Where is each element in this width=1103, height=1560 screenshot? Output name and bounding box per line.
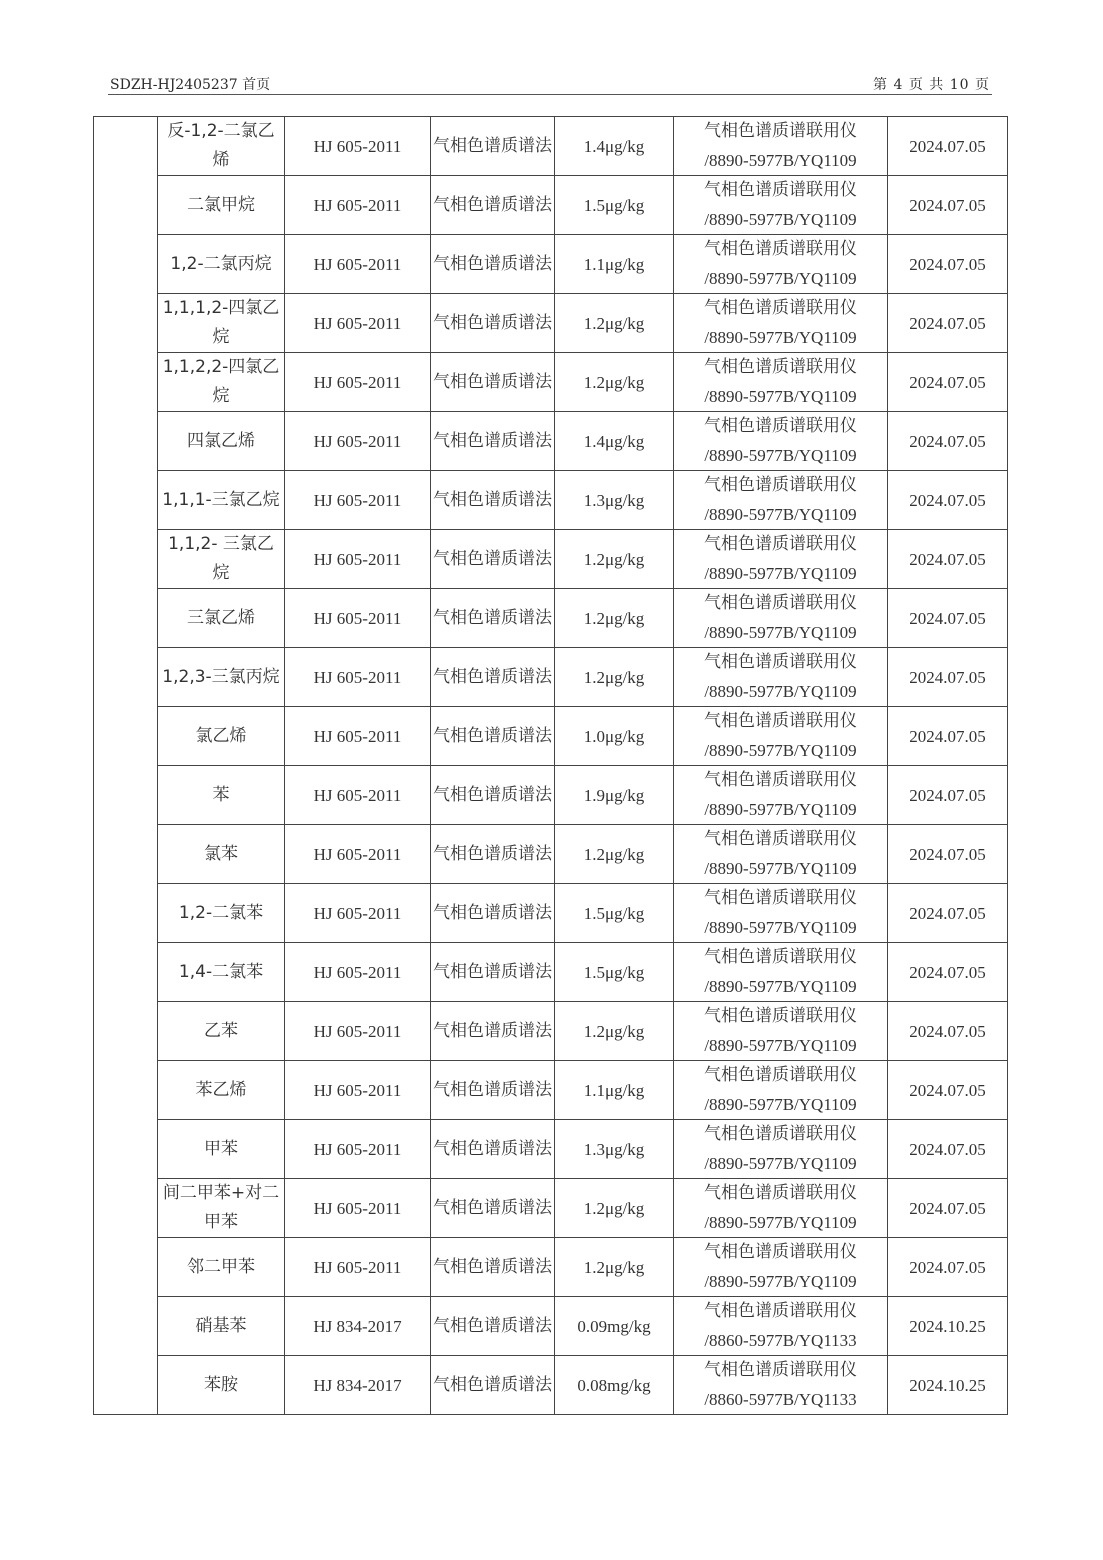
method-name: 气相色谱质谱法 [431, 707, 555, 766]
method-name: 气相色谱质谱法 [431, 943, 555, 1002]
analyte-name: 1,1,1-三氯乙烷 [158, 471, 285, 530]
analysis-date: 2024.07.05 [888, 117, 1008, 176]
instrument-name: 气相色谱质谱联用仪 [704, 829, 857, 849]
detection-limit: 1.5μg/kg [555, 943, 674, 1002]
category-cell [94, 117, 158, 1415]
instrument-cell [674, 884, 888, 943]
instrument-cell [674, 412, 888, 471]
detection-limit: 1.2μg/kg [555, 1002, 674, 1061]
analysis-date: 2024.07.05 [888, 648, 1008, 707]
table-row [94, 943, 1008, 1002]
method-name: 气相色谱质谱法 [431, 530, 555, 589]
standard-code: HJ 605-2011 [285, 1120, 431, 1179]
instrument-model: /8890-5977B/YQ1109 [704, 1154, 857, 1173]
instrument-cell [674, 235, 888, 294]
instrument-cell [674, 943, 888, 1002]
analyte-name: 三氯乙烯 [158, 589, 285, 648]
standard-code: HJ 605-2011 [285, 412, 431, 471]
table-body [94, 117, 1008, 1415]
analyte-name: 苯 [158, 766, 285, 825]
analyte-name: 苯乙烯 [158, 1061, 285, 1120]
analyte-name: 1,1,2- 三氯乙烷 [158, 530, 285, 589]
instrument-model: /8890-5977B/YQ1109 [704, 269, 857, 288]
analyte-name: 1,1,2,2-四氯乙烷 [158, 353, 285, 412]
instrument-model: /8890-5977B/YQ1109 [704, 1213, 857, 1232]
detection-limit: 1.5μg/kg [555, 176, 674, 235]
method-name: 气相色谱质谱法 [431, 1356, 555, 1415]
detection-limit: 0.08mg/kg [555, 1356, 674, 1415]
table-row [94, 1179, 1008, 1238]
standard-code: HJ 605-2011 [285, 707, 431, 766]
analyte-name: 1,2-二氯苯 [158, 884, 285, 943]
instrument-cell [674, 1120, 888, 1179]
instrument-name: 气相色谱质谱联用仪 [704, 711, 857, 731]
table-row [94, 353, 1008, 412]
detection-limit: 1.2μg/kg [555, 648, 674, 707]
analyte-name: 邻二甲苯 [158, 1238, 285, 1297]
method-name: 气相色谱质谱法 [431, 1002, 555, 1061]
instrument-cell [674, 1297, 888, 1356]
table-row [94, 176, 1008, 235]
table-row [94, 1356, 1008, 1415]
page-number: 第 4 页 共 10 页 [873, 77, 990, 93]
instrument-cell [674, 1061, 888, 1120]
instrument-name: 气相色谱质谱联用仪 [704, 357, 857, 377]
analyte-name: 甲苯 [158, 1120, 285, 1179]
instrument-cell [674, 1179, 888, 1238]
method-name: 气相色谱质谱法 [431, 412, 555, 471]
method-name: 气相色谱质谱法 [431, 1061, 555, 1120]
instrument-model: /8890-5977B/YQ1109 [704, 859, 857, 878]
instrument-name: 气相色谱质谱联用仪 [704, 534, 857, 554]
instrument-name: 气相色谱质谱联用仪 [704, 652, 857, 672]
standard-code: HJ 605-2011 [285, 176, 431, 235]
detection-limit: 1.2μg/kg [555, 530, 674, 589]
analysis-date: 2024.07.05 [888, 294, 1008, 353]
standard-code: HJ 605-2011 [285, 471, 431, 530]
instrument-name: 气相色谱质谱联用仪 [704, 1065, 857, 1085]
instrument-name: 气相色谱质谱联用仪 [704, 298, 857, 318]
standard-code: HJ 605-2011 [285, 884, 431, 943]
method-name: 气相色谱质谱法 [431, 825, 555, 884]
instrument-name: 气相色谱质谱联用仪 [704, 1360, 857, 1380]
instrument-cell [674, 648, 888, 707]
table-row [94, 766, 1008, 825]
standard-code: HJ 605-2011 [285, 1179, 431, 1238]
instrument-model: /8890-5977B/YQ1109 [704, 446, 857, 465]
detection-limit: 0.09mg/kg [555, 1297, 674, 1356]
analyte-name: 反-1,2-二氯乙烯 [158, 117, 285, 176]
analysis-date: 2024.07.05 [888, 235, 1008, 294]
detection-limit: 1.3μg/kg [555, 1120, 674, 1179]
standard-code: HJ 605-2011 [285, 943, 431, 1002]
detection-limit: 1.5μg/kg [555, 884, 674, 943]
instrument-model: /8890-5977B/YQ1109 [704, 623, 857, 642]
method-name: 气相色谱质谱法 [431, 884, 555, 943]
standard-code: HJ 605-2011 [285, 1002, 431, 1061]
instrument-cell [674, 707, 888, 766]
analysis-date: 2024.07.05 [888, 707, 1008, 766]
instrument-name: 气相色谱质谱联用仪 [704, 1124, 857, 1144]
table-row [94, 1297, 1008, 1356]
analysis-date: 2024.07.05 [888, 176, 1008, 235]
table-row [94, 294, 1008, 353]
instrument-cell [674, 1238, 888, 1297]
detection-limit: 1.4μg/kg [555, 412, 674, 471]
detection-limit: 1.2μg/kg [555, 294, 674, 353]
instrument-name: 气相色谱质谱联用仪 [704, 1006, 857, 1026]
analysis-date: 2024.07.05 [888, 1002, 1008, 1061]
method-name: 气相色谱质谱法 [431, 766, 555, 825]
detection-limit: 1.9μg/kg [555, 766, 674, 825]
analyte-name: 1,2-二氯丙烷 [158, 235, 285, 294]
instrument-name: 气相色谱质谱联用仪 [704, 475, 857, 495]
instrument-cell [674, 825, 888, 884]
analysis-date: 2024.10.25 [888, 1356, 1008, 1415]
standard-code: HJ 605-2011 [285, 294, 431, 353]
instrument-cell [674, 471, 888, 530]
instrument-model: /8890-5977B/YQ1109 [704, 1272, 857, 1291]
analysis-date: 2024.07.05 [888, 589, 1008, 648]
standard-code: HJ 605-2011 [285, 1061, 431, 1120]
method-name: 气相色谱质谱法 [431, 1179, 555, 1238]
detection-limit: 1.2μg/kg [555, 1238, 674, 1297]
instrument-model: /8890-5977B/YQ1109 [704, 1036, 857, 1055]
analyte-name: 二氯甲烷 [158, 176, 285, 235]
method-name: 气相色谱质谱法 [431, 353, 555, 412]
instrument-model: /8890-5977B/YQ1109 [704, 918, 857, 937]
instrument-name: 气相色谱质谱联用仪 [704, 121, 857, 141]
method-name: 气相色谱质谱法 [431, 648, 555, 707]
standard-code: HJ 605-2011 [285, 1238, 431, 1297]
analysis-date: 2024.07.05 [888, 530, 1008, 589]
instrument-model: /8860-5977B/YQ1133 [704, 1390, 857, 1409]
standard-code: HJ 605-2011 [285, 648, 431, 707]
instrument-name: 气相色谱质谱联用仪 [704, 1301, 857, 1321]
instrument-name: 气相色谱质谱联用仪 [704, 416, 857, 436]
instrument-name: 气相色谱质谱联用仪 [704, 1242, 857, 1262]
instrument-name: 气相色谱质谱联用仪 [704, 593, 857, 613]
detection-limit: 1.0μg/kg [555, 707, 674, 766]
table-row [94, 412, 1008, 471]
detection-limit: 1.1μg/kg [555, 1061, 674, 1120]
analysis-date: 2024.07.05 [888, 766, 1008, 825]
standard-code: HJ 605-2011 [285, 530, 431, 589]
instrument-model: /8860-5977B/YQ1133 [704, 1331, 857, 1350]
table-row [94, 1002, 1008, 1061]
analyte-name: 间二甲苯+对二甲苯 [158, 1179, 285, 1238]
instrument-cell [674, 589, 888, 648]
table-row [94, 648, 1008, 707]
analysis-date: 2024.07.05 [888, 1179, 1008, 1238]
instrument-model: /8890-5977B/YQ1109 [704, 977, 857, 996]
method-name: 气相色谱质谱法 [431, 1297, 555, 1356]
instrument-name: 气相色谱质谱联用仪 [704, 947, 857, 967]
instrument-name: 气相色谱质谱联用仪 [704, 239, 857, 259]
detection-limit: 1.2μg/kg [555, 825, 674, 884]
instrument-model: /8890-5977B/YQ1109 [704, 328, 857, 347]
method-name: 气相色谱质谱法 [431, 589, 555, 648]
table-row [94, 530, 1008, 589]
analysis-date: 2024.07.05 [888, 1120, 1008, 1179]
standard-code: HJ 605-2011 [285, 353, 431, 412]
page-header [108, 72, 992, 95]
instrument-cell [674, 1356, 888, 1415]
analysis-date: 2024.07.05 [888, 412, 1008, 471]
table-row [94, 1120, 1008, 1179]
standard-code: HJ 834-2017 [285, 1356, 431, 1415]
instrument-name: 气相色谱质谱联用仪 [704, 180, 857, 200]
standard-code: HJ 605-2011 [285, 117, 431, 176]
instrument-model: /8890-5977B/YQ1109 [704, 682, 857, 701]
instrument-name: 气相色谱质谱联用仪 [704, 1183, 857, 1203]
analysis-date: 2024.10.25 [888, 1297, 1008, 1356]
analyte-name: 1,2,3-三氯丙烷 [158, 648, 285, 707]
standard-code: HJ 605-2011 [285, 825, 431, 884]
analysis-date: 2024.07.05 [888, 471, 1008, 530]
standard-code: HJ 605-2011 [285, 766, 431, 825]
instrument-cell [674, 294, 888, 353]
method-name: 气相色谱质谱法 [431, 1238, 555, 1297]
analysis-date: 2024.07.05 [888, 353, 1008, 412]
instrument-cell [674, 353, 888, 412]
method-name: 气相色谱质谱法 [431, 1120, 555, 1179]
table-row [94, 589, 1008, 648]
analyte-name: 氯乙烯 [158, 707, 285, 766]
table-row [94, 235, 1008, 294]
detection-limit: 1.2μg/kg [555, 589, 674, 648]
detection-limit: 1.1μg/kg [555, 235, 674, 294]
analyte-name: 氯苯 [158, 825, 285, 884]
instrument-model: /8890-5977B/YQ1109 [704, 564, 857, 583]
analyte-name: 1,1,1,2-四氯乙烷 [158, 294, 285, 353]
table-row [94, 825, 1008, 884]
instrument-model: /8890-5977B/YQ1109 [704, 387, 857, 406]
analysis-date: 2024.07.05 [888, 825, 1008, 884]
analysis-date: 2024.07.05 [888, 884, 1008, 943]
analyte-name: 四氯乙烯 [158, 412, 285, 471]
analysis-date: 2024.07.05 [888, 1061, 1008, 1120]
instrument-cell [674, 530, 888, 589]
table-row [94, 117, 1008, 176]
detection-limit: 1.4μg/kg [555, 117, 674, 176]
instrument-model: /8890-5977B/YQ1109 [704, 210, 857, 229]
method-name: 气相色谱质谱法 [431, 471, 555, 530]
analysis-date: 2024.07.05 [888, 1238, 1008, 1297]
detection-methods-table [93, 116, 1008, 1415]
standard-code: HJ 834-2017 [285, 1297, 431, 1356]
method-name: 气相色谱质谱法 [431, 294, 555, 353]
instrument-cell [674, 176, 888, 235]
detection-limit: 1.3μg/kg [555, 471, 674, 530]
table-row [94, 884, 1008, 943]
table-row [94, 471, 1008, 530]
instrument-name: 气相色谱质谱联用仪 [704, 770, 857, 790]
table-row [94, 1061, 1008, 1120]
standard-code: HJ 605-2011 [285, 589, 431, 648]
analyte-name: 苯胺 [158, 1356, 285, 1415]
report-number: SDZH-HJ2405237 首页 [110, 77, 271, 93]
analyte-name: 1,4-二氯苯 [158, 943, 285, 1002]
analyte-name: 硝基苯 [158, 1297, 285, 1356]
analyte-name: 乙苯 [158, 1002, 285, 1061]
instrument-model: /8890-5977B/YQ1109 [704, 505, 857, 524]
method-name: 气相色谱质谱法 [431, 235, 555, 294]
instrument-model: /8890-5977B/YQ1109 [704, 151, 857, 170]
instrument-model: /8890-5977B/YQ1109 [704, 800, 857, 819]
instrument-model: /8890-5977B/YQ1109 [704, 1095, 857, 1114]
table-row [94, 1238, 1008, 1297]
instrument-model: /8890-5977B/YQ1109 [704, 741, 857, 760]
detection-limit: 1.2μg/kg [555, 1179, 674, 1238]
detection-limit: 1.2μg/kg [555, 353, 674, 412]
instrument-name: 气相色谱质谱联用仪 [704, 888, 857, 908]
method-name: 气相色谱质谱法 [431, 176, 555, 235]
instrument-cell [674, 766, 888, 825]
method-name: 气相色谱质谱法 [431, 117, 555, 176]
instrument-cell [674, 117, 888, 176]
table-row [94, 707, 1008, 766]
standard-code: HJ 605-2011 [285, 235, 431, 294]
analysis-date: 2024.07.05 [888, 943, 1008, 1002]
instrument-cell [674, 1002, 888, 1061]
